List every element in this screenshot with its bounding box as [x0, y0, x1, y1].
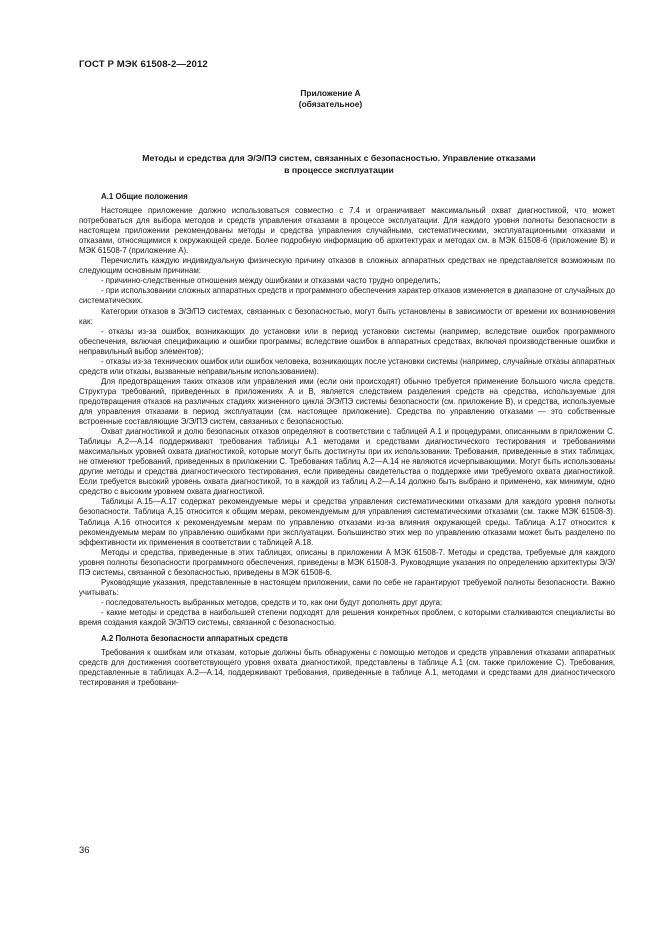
paragraph: Категории отказов в Э/Э/ПЭ системах, связанных с безопасностью, могут быть установлены в зависимости от времени их возникновения как: [79, 306, 615, 326]
page-number: 36 [79, 845, 90, 856]
list-item: - причинно-следственные отношения между ошибками и отказами часто трудно определить; [101, 276, 441, 286]
standard-header: ГОСТ Р МЭК 61508-2—2012 [79, 59, 208, 70]
paragraph: Таблицы А.15—А.17 содержат рекомендуемые меры и средства управления систематическими отказами для каждого уровня полноты безопасности. Таблица А.15 относится к общим мерам, рекомендуемым для управления систематическими отказами (см. также МЭК 61508-3). Таблица А.16 относится к рекомендуемым мерам по управлению отказами из-за влияния окружающей среды. Таблица А.17 относится к рекомендуемым мерам по управлению ошибками при эксплуатации. Большинство этих мер по управлению отказами может быть разделено по эффективности их применения в соответствии с таблицей А.18. [79, 497, 615, 547]
paragraph: Настоящее приложение должно использоваться совместно с 7.4 и ограничивает максимальный охват диагностикой, что может потребоваться для выбора методов и средств управления отказами в процессе эксплуатации. Для каждого уровня полноты безопасности в настоящем приложении рекомендованы методы и средства управления случайными, систематическими, эксплуатационными отказами и отказами, относящимися к окружающей среде. Более подробную информацию об архитектурах и методах см. в МЭК 61508-6 (приложение В) и МЭК 61508-7 (приложение А). [79, 206, 615, 256]
list-item: - последовательность выбранных методов, средств и то, как они будут дополнять друг друга; [101, 597, 443, 607]
title-line-1: Методы и средства для Э/Э/ПЭ систем, связанных с безопасностью. Управление отказами [142, 153, 536, 163]
list-item: - при использовании сложных аппаратных средств и программного обеспечения характер отказов изменяется в диапазоне от случайных до систематических. [79, 286, 615, 306]
section-heading-a2: А.2 Полнота безопасности аппаратных средств [101, 634, 288, 644]
title-line-2: в процессе эксплуатации [284, 165, 394, 175]
section-heading-a1: А.1 Общие положения [101, 192, 188, 201]
list-item: - отказы из-за ошибок, возникающих до установки или в период установки системы (например, вследствие ошибок программного обеспечения, включая спецификацию и ошибки программы; вследствие ошибок в аппаратных средствах, включая производственные ошибки и неправильный выбор элементов); [79, 326, 615, 356]
paragraph: Методы и средства, приведенные в этих таблицах, описаны в приложении А МЭК 61508-7. Методы и средства, требуемые для каждого уровня полноты безопасности программного обеспечения, приведены в МЭК 61508-3. Руководящие указания по определению архитектуры Э/Э/ПЭ системы, связанной с безопасностью, приведены в МЭК 61508-6. [79, 547, 615, 577]
paragraph: Охват диагностикой и долю безопасных отказов определяют в соответствии с таблицей А.1 и процедурами, описанными в приложении С. Таблицы А.2—А.14 поддерживают требования таблицы А.1 методами и средствами диагностического тестирования и требованиями максимальных уровней охвата диагностикой, которые могут быть достигнуты при их использовании. Требования, приведенные в этих таблицах, не отменяют требований, приведенных в приложении С. Требования таблиц А.2—А.14 не являются исчерпывающими. Могут быть использованы другие методы и средства диагностического тестирования, если приведены свидетельства о поддержке ими требуемого охвата диагностикой. Если требуется высокий уровень охвата диагностикой, то в каждой из таблиц А.2—А.14 должно быть выбрано и применено, как минимум, одно средство с высоким уровнем охвата диагностикой. [79, 427, 615, 497]
annex-title: Приложение А [300, 88, 361, 98]
paragraph: Требования к ошибкам или отказам, которые должны быть обнаружены с помощью методов и средств управления отказами аппаратных средств для достижения соответствующего уровня охвата диагностикой, представлены в таблице А.1 (см. также приложение С). Требования, представленные в таблицах А.2—А.14, поддерживают требования, приведенные в таблице А.1, методами и средствами для диагностического тестирования и требовани- [79, 648, 615, 688]
document-body [79, 192, 615, 688]
list-item: - какие методы и средства в наибольшей степени подходят для решения конкретных проблем, с которыми сталкиваются специалисты во время создания каждой Э/Э/ПЭ системы, связанной с безопасностью. [79, 607, 615, 627]
annex-status: (обязательное) [298, 99, 363, 109]
paragraph: Для предотвращения таких отказов или управления ими (если они происходят) обычно требуется применение большого числа средств. Структура требований, приведенных в приложениях А и В, является следствием разделения средств на средства, используемые для предотвращения отказов на различных стадиях жизненного цикла Э/Э/ПЭ системы безопасности (см. приложение В), и средства, используемые для управления отказами в период эксплуатации (см. настоящее приложение). Средства по управлению отказами — это собственные встроенные составляющие Э/Э/ПЭ систем, связанных с безопасностью. [79, 376, 615, 427]
paragraph: Руководящие указания, представленные в настоящем приложении, сами по себе не гарантируют требуемой полноты безопасности. Важно учитывать: [79, 577, 615, 597]
document-title [79, 152, 599, 176]
paragraph: Перечислить каждую индивидуальную физическую причину отказов в сложных аппаратных средствах не представляется возможным по следующим основным причинам: [79, 256, 615, 276]
list-item: - отказы из-за технических ошибок или ошибок человека, возникающих после установки системы (например, случайные отказы аппаратных средств или отказы, вызванные неправильным использованием). [79, 356, 615, 376]
